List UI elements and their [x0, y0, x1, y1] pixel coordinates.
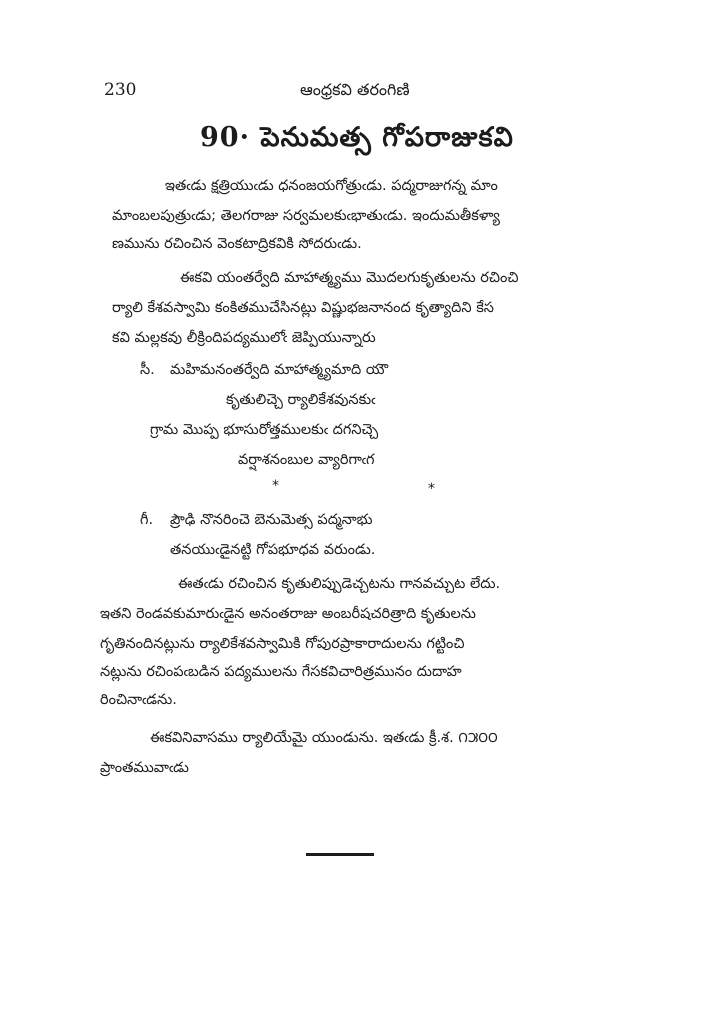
paragraph-line: ఇతఁడు క్షత్రియుఁడు ధనంజయగోత్రుఁడు. పద్మరాజుగన్న మాం — [165, 178, 498, 194]
paragraph-line: మాంబలపుత్రుఁడు; తెలగరాజు సర్వమలకుఁభాతుఁడు. ఇందుమతీకళ్యా — [112, 208, 500, 224]
paragraph-line: గృతినందినట్లును ర్యాలికేశవస్వామికి గోపురప్రాకారాదులను గట్టించి — [100, 636, 465, 652]
verse-line: కృతులిచ్చె ర్యాలికేశవునకుఁ — [226, 392, 376, 408]
running-title: ఆంధ్రకవి తరంగిణి — [300, 80, 410, 99]
paragraph-line: నట్లును రచింపఁబడిన పద్యములను గేసకవిచారిత్రమునం దుదాహ — [100, 664, 462, 680]
paragraph-line: ఇతని రెండవకుమారుఁడైన అనంతరాజు అంబరీషచరిత్రాది కృతులను — [100, 606, 476, 622]
verse-line: తనయుఁడైనట్టి గోపభూధవ వరుండు. — [170, 542, 376, 558]
verse-label: గీ. — [140, 512, 154, 528]
ornament-star: * — [428, 481, 435, 497]
verse-line: వర్షాశనంబుల వ్యారిగాఁగ — [238, 452, 375, 468]
paragraph-line: ర్యాలి కేశవస్వామి కంకితముచేసినట్లు విష్ణుభజనానంద కృత్యాదిని కేస — [112, 300, 494, 316]
paragraph-line: ప్రాంతమువాఁడు — [100, 760, 189, 776]
chapter-title: 90· పెనుమత్స గోపరాజుకవి — [200, 122, 514, 153]
ornament-star: * — [272, 478, 279, 494]
paragraph-line: రించినాఁడను. — [100, 692, 177, 708]
section-end-rule — [306, 853, 374, 856]
page-number: 230 — [104, 80, 137, 100]
verse-line — [140, 360, 388, 380]
paragraph-line: ఈతఁడు రచించిన కృతులిప్పుడెచ్చటను గానవచ్చుట లేదు. — [178, 576, 501, 592]
verse-text: మహిమనంతర్వేది మాహాత్మ్యమాది యౌ — [170, 362, 389, 378]
paragraph-line: ఈకవినివాసము ర్యాలియేమై యుండును. ఇతఁడు క్రీ.శ. ౧౫౦౦ — [150, 730, 498, 746]
paragraph-line: కవి మల్లకవు లీక్రిందిపద్యములోఁ జెప్పియున్నారు — [112, 330, 376, 346]
verse-label: సీ. — [140, 362, 155, 378]
paragraph-line: ఈకవి యంతర్వేది మాహాత్మ్యము మొదలగుకృతులను రచించి — [180, 270, 519, 286]
verse-line — [140, 510, 373, 530]
verse-line: గ్రామ మొప్ప భూసురోత్తములకుఁ దగనిచ్చె — [150, 422, 379, 438]
paragraph-line: ణమును రచించిన వెంకటాద్రికవికి సోదరుఁడు. — [112, 236, 362, 252]
verse-text: ప్రౌఢి నొనరించె బెనుమెత్స పద్మనాభు — [170, 512, 373, 528]
